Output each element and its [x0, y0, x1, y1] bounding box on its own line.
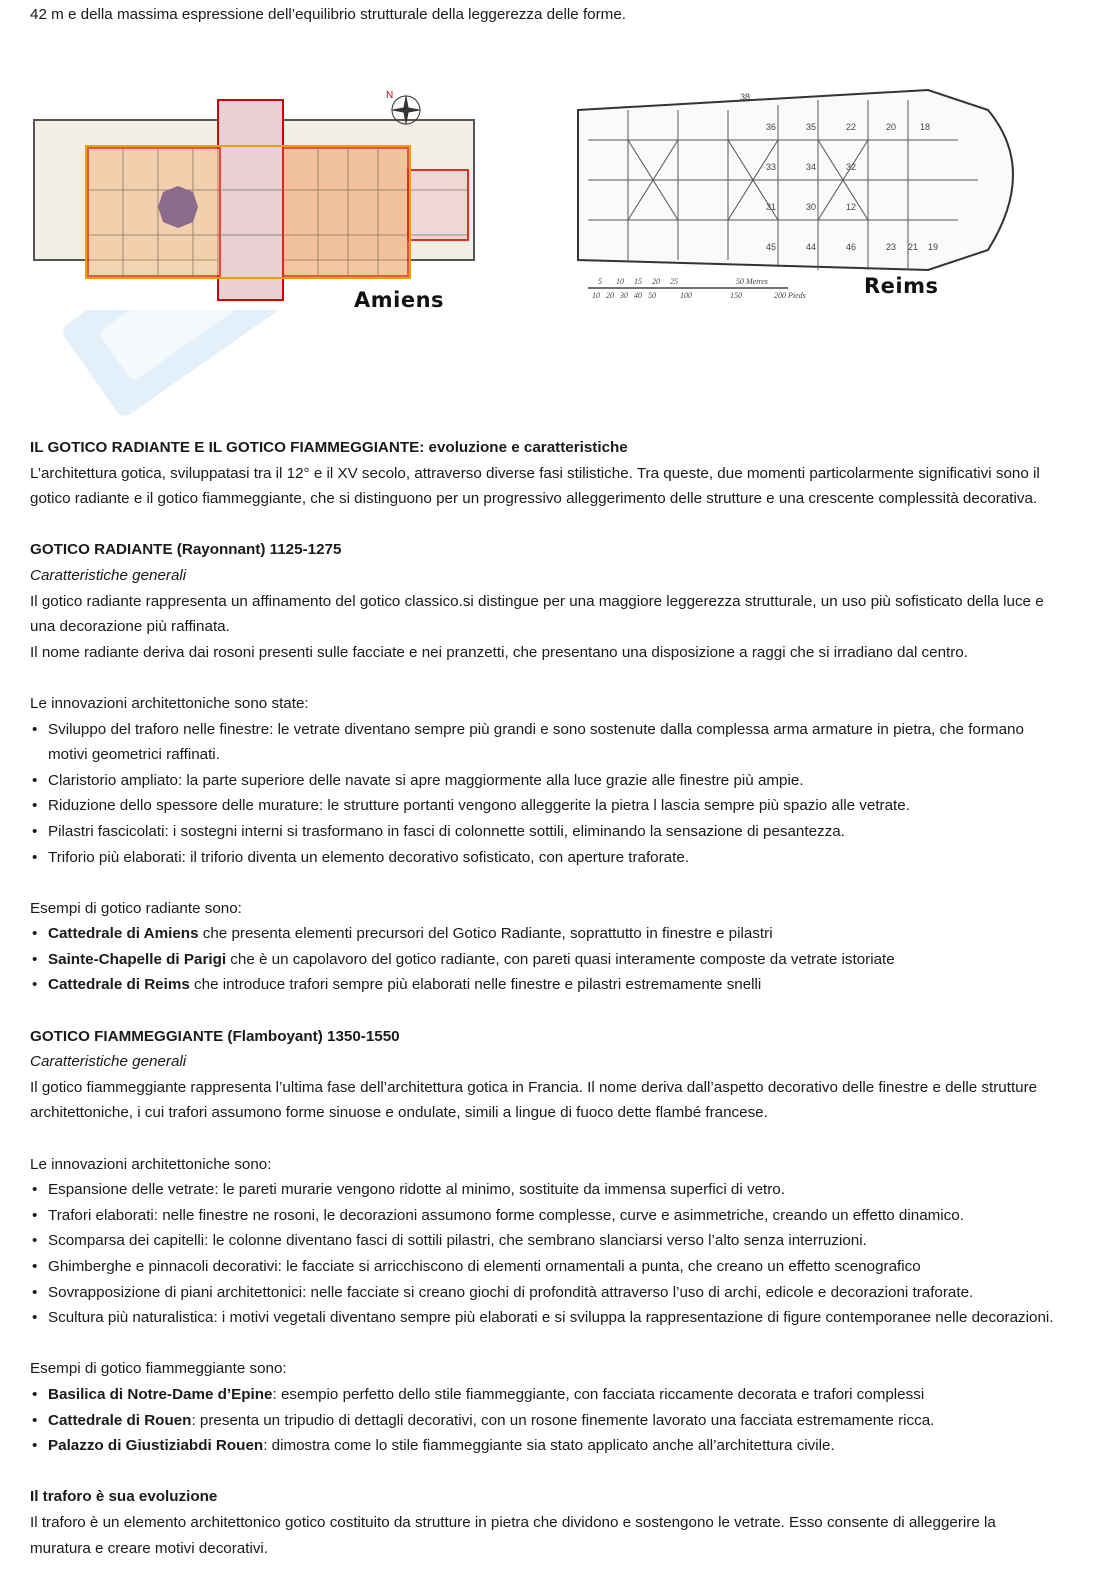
scale-top-label: 15	[634, 277, 642, 286]
compass-letter: N	[386, 90, 394, 101]
scale-bottom-label: 200 Pieds	[774, 291, 806, 300]
reims-label: Reims	[864, 274, 939, 298]
list-item	[30, 1382, 1060, 1408]
list-item: • Triforio più elaborati: il triforio diventa un elemento decorativo sofisticato, con aperture traforate.	[30, 845, 1060, 871]
fiammeggiante-heading: GOTICO FIAMMEGGIANTE (Flamboyant) 1350-1550	[30, 1027, 400, 1045]
list-item	[30, 921, 1060, 947]
bay-number: 18	[920, 122, 931, 132]
scale-top-label: 20	[652, 277, 660, 286]
list-item: • Scultura più naturalistica: i motivi vegetali diventano sempre più elaborati e si sviluppa la rappresentazione di figure contemporanee nelle decorazioni.	[30, 1305, 1060, 1331]
figures-area	[28, 56, 1038, 326]
list-item	[30, 1433, 1060, 1459]
bay-number: 23	[886, 242, 897, 252]
reims-floor-plan	[568, 70, 1038, 310]
example-name: Cattedrale di Amiens	[48, 925, 199, 943]
list-item: • Claristorio ampliato: la parte superiore delle navate si apre maggiormente alla luce grazie alle finestre più ampie.	[30, 768, 1060, 794]
scale-top-label: 10	[616, 277, 624, 286]
bay-number: 12	[846, 202, 857, 212]
radiante-examples-intro: Esempi di gotico radiante sono:	[30, 899, 242, 917]
list-item: • Trafori elaborati: nelle finestre ne rosoni, le decorazioni assumono forme complesse, curve e asimmetriche, creando un effetto dinamico.	[30, 1203, 1060, 1229]
fiammeggiante-innovations-intro: Le innovazioni architettoniche sono:	[30, 1155, 272, 1173]
radiante-paragraph-2: Il nome radiante deriva dai rosoni presenti sulle facciate e nei pranzetti, che presentano una disposizione a raggi che si irradiano dal centro.	[30, 643, 968, 661]
scale-bottom-label: 100	[680, 291, 692, 300]
scale-top-label: 5	[598, 277, 602, 286]
amiens-floor-plan	[28, 70, 488, 310]
radiante-heading: GOTICO RADIANTE (Rayonnant) 1125-1275	[30, 541, 342, 559]
list-item: • Ghimberghe e pinnacoli decorativi: le facciate si arricchiscono di elementi ornamentali a punta, che creano un effetto scenografico	[30, 1254, 1060, 1280]
example-text: : presenta un tripudio di dettagli decorativi, con un rosone finemente lavorato una facciata estremamente ricca.	[191, 1411, 935, 1429]
fiammeggiante-examples-intro: Esempi di gotico fiammeggiante sono:	[30, 1360, 287, 1378]
scale-top-label: 50 Metres	[736, 277, 768, 286]
list-item	[30, 947, 1060, 973]
example-text: che introduce trafori sempre più elaborati nelle finestre e pilastri estremamente snelli	[189, 976, 762, 994]
list-item	[30, 1408, 1060, 1434]
example-text: : dimostra come lo stile fiammeggiante sia stato applicato anche all’architettura civile.	[263, 1437, 835, 1455]
fiammeggiante-innovations-list	[30, 1177, 1060, 1331]
document-body	[30, 435, 1060, 1561]
bay-number: 38	[740, 92, 751, 102]
example-name: Cattedrale di Reims	[48, 976, 190, 994]
example-text: che presenta elementi precursori del Gotico Radiante, soprattutto in finestre e pilastri	[198, 925, 773, 943]
list-item: • Sovrapposizione di piani architettonici: nelle facciate si creano giochi di profondità attraverso l’uso di archi, edicole e decorazioni traforate.	[30, 1280, 1060, 1306]
scale-bottom-label: 30	[620, 291, 628, 300]
fiammeggiante-examples-list	[30, 1382, 1060, 1459]
example-text: che è un capolavoro del gotico radiante, con pareti quasi interamente composte da vetrate istoriate	[226, 950, 895, 968]
scale-top-label: 25	[670, 277, 678, 286]
bay-number: 19	[928, 242, 939, 252]
list-item: • Sviluppo del traforo nelle finestre: le vetrate diventano sempre più grandi e sono sostenute dalla complessa arma armature in pietra, che formano motivi geometrici raffinati.	[30, 717, 1060, 768]
bay-number: 34	[806, 162, 817, 172]
fiammeggiante-paragraph-1: Il gotico fiammeggiante rappresenta l’ultima fase dell’architettura gotica in Francia. Il nome deriva dall’aspetto decorativo delle finestre e delle strutture architettoniche, i cui trafori assumono forme sinuose e ondulate, simili a lingue di fuoco dette flambé francese.	[30, 1078, 1038, 1122]
example-text: : esempio perfetto dello stile fiammeggiante, con facciata riccamente decorata e trafori complessi	[272, 1385, 925, 1403]
example-name: Sainte-Chapelle di Parigi	[48, 950, 227, 968]
example-name: Palazzo di Giustiziabdi Rouen	[48, 1437, 264, 1455]
heading-rest: : evoluzione e caratteristiche	[419, 439, 628, 456]
bay-number: 30	[806, 202, 817, 212]
scale-bottom-label: 150	[730, 291, 742, 300]
bay-number: 31	[766, 202, 777, 212]
list-item: • Espansione delle vetrate: le pareti murarie vengono ridotte al minimo, sostituite da immensa superfici di vetro.	[30, 1177, 1060, 1203]
scale-bottom-label: 10	[592, 291, 600, 300]
radiante-paragraph-1: Il gotico radiante rappresenta un affinamento del gotico classico.si distingue per una maggiore leggerezza strutturale, un uso più sofisticato della luce e una decorazione più raffinata.	[30, 592, 1044, 636]
example-name: Cattedrale di Rouen	[48, 1411, 192, 1429]
radiante-innovations-list	[30, 717, 1060, 871]
traforo-heading: Il traforo è sua evoluzione	[30, 1488, 218, 1506]
bay-number: 21	[908, 242, 919, 252]
bay-number: 36	[766, 122, 777, 132]
scale-bottom-label: 20	[606, 291, 614, 300]
bay-number: 44	[806, 242, 817, 252]
bay-number: 45	[766, 242, 777, 252]
scale-bottom-label: 40	[634, 291, 642, 300]
intro-paragraph: L’architettura gotica, sviluppatasi tra il 12° e il XV secolo, attraverso diverse fasi stilistiche. Tra queste, due momenti particolarmente significativi sono il gotico radiante e il gotico fiammeggiante, che si distinguono per un progressivo alleggerimento delle strutture e una crescente complessità decorativa.	[30, 464, 1040, 508]
fiammeggiante-subheading: Caratteristiche generali	[30, 1053, 187, 1071]
bay-number: 33	[766, 162, 777, 172]
example-name: Basilica di Notre-Dame d’Epine	[48, 1385, 273, 1403]
traforo-paragraph: Il traforo è un elemento architettonico gotico costituito da strutture in pietra che dividono e sostengono le vetrate. Esso consente di alleggerire la muratura e creare motivi decorativi.	[30, 1513, 996, 1557]
top-line-text: 42 m e della massima espressione dell’equilibrio strutturale della leggerezza delle forme.	[30, 6, 626, 23]
radiante-innovations-intro: Le innovazioni architettoniche sono state:	[30, 694, 309, 712]
radiante-subheading: Caratteristiche generali	[30, 566, 187, 584]
list-item	[30, 972, 1060, 998]
list-item: • Riduzione dello spessore delle murature: le strutture portanti vengono alleggerite la pietra l lascia sempre più spazio alle vetrate.	[30, 793, 1060, 819]
bay-number: 20	[886, 122, 897, 132]
amiens-label: Amiens	[354, 288, 445, 312]
bay-number: 32	[846, 162, 857, 172]
scale-bottom-label: 50	[648, 291, 656, 300]
section-heading	[30, 435, 1060, 461]
list-item: • Pilastri fascicolati: i sostegni interni si trasformano in fasci di colonnette sottili, eliminando la sensazione di pesantezza.	[30, 819, 1060, 845]
list-item: • Scomparsa dei capitelli: le colonne diventano fasci di sottili pilastri, che sembrano slanciarsi verso l’alto senza interruzioni.	[30, 1228, 1060, 1254]
bay-number: 46	[846, 242, 857, 252]
heading-bold: IL GOTICO RADIANTE E IL GOTICO FIAMMEGGIANTE	[30, 439, 420, 456]
bay-number: 22	[846, 122, 857, 132]
radiante-examples-list	[30, 921, 1060, 998]
bay-number: 35	[806, 122, 817, 132]
